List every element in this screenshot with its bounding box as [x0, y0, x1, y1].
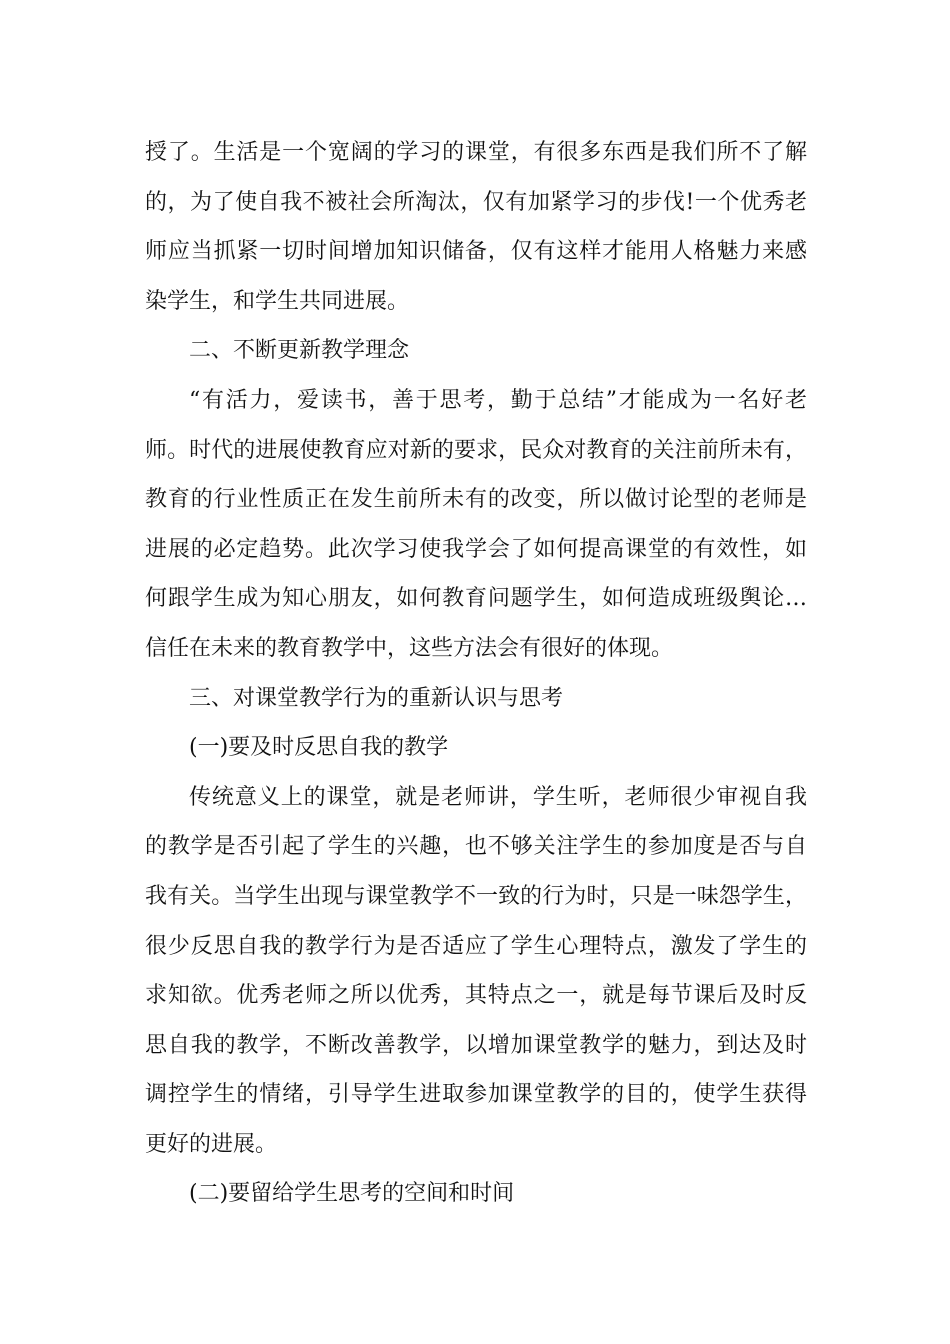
- text-line: 师应当抓紧一切时间增加知识储备，仅有这样才能用人格魅力来感: [145, 239, 807, 265]
- text-line: 思自我的教学，不断改善教学，以增加课堂教学的魅力，到达及时: [145, 1032, 807, 1058]
- text-line: (二)要留给学生思考的空间和时间: [189, 1181, 515, 1207]
- text-line: 很少反思自我的教学行为是否适应了学生心理特点，激发了学生的: [145, 933, 807, 959]
- document-body: [145, 128, 807, 1219]
- text-line: 授了。生活是一个宽阔的学习的课堂，有很多东西是我们所不了解: [145, 140, 807, 165]
- text-line: 何跟学生成为知心朋友，如何教育问题学生，如何造成班级舆论…: [145, 586, 807, 612]
- text-line: 三、对课堂教学行为的重新认识与思考: [189, 685, 564, 711]
- text-line: 染学生，和学生共同进展。: [145, 288, 410, 314]
- text-line: 进展的必定趋势。此次学习使我学会了如何提高课堂的有效性，如: [145, 536, 807, 562]
- text-line: 传统意义上的课堂，就是老师讲，学生听，老师很少审视自我: [189, 784, 807, 810]
- text-line: 信任在未来的教育教学中，这些方法会有很好的体现。: [145, 635, 674, 661]
- text-line: 二、不断更新教学理念: [189, 338, 410, 364]
- text-line: 教育的行业性质正在发生前所未有的改变，所以做讨论型的老师是: [145, 487, 807, 513]
- text-line: 我有关。当学生出现与课堂教学不一致的行为时，只是一味怨学生，: [145, 883, 807, 909]
- text-line: 更好的进展。: [145, 1131, 278, 1157]
- text-line: “有活力，爱读书，善于思考，勤于总结”才能成为一名好老: [189, 387, 807, 413]
- text-line: 的教学是否引起了学生的兴趣，也不够关注学生的参加度是否与自: [145, 834, 807, 860]
- text-line: 求知欲。优秀老师之所以优秀，其特点之一，就是每节课后及时反: [145, 983, 807, 1009]
- text-line: 的，为了使自我不被社会所淘汰，仅有加紧学习的步伐!一个优秀老: [145, 189, 807, 215]
- text-line: (一)要及时反思自我的教学: [189, 735, 449, 761]
- text-line: 调控学生的情绪，引导学生进取参加课堂教学的目的，使学生获得: [145, 1082, 807, 1108]
- text-line: 师。时代的进展使教育应对新的要求，民众对教育的关注前所未有，: [145, 437, 807, 463]
